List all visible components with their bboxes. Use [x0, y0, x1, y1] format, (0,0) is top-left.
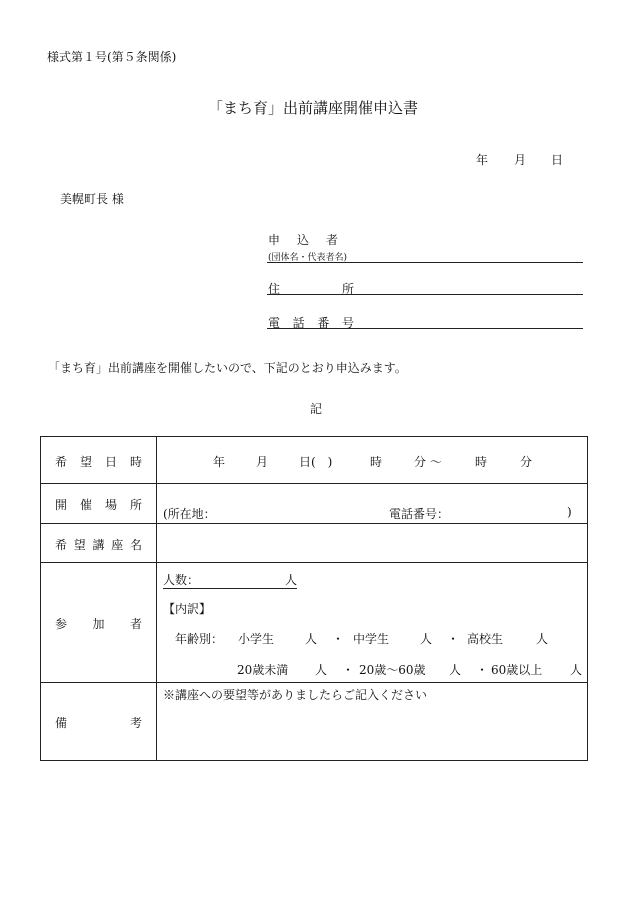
label-char: 考: [129, 716, 142, 730]
applicant-char: 者: [325, 233, 338, 247]
venue-location-label: (所在地：: [163, 507, 216, 521]
dt-hour-end: 時: [475, 455, 488, 469]
applicant-char: 込: [296, 233, 309, 247]
addressee: 美幌町長 様: [60, 192, 124, 206]
label-char: 座: [111, 538, 124, 552]
remarks-field[interactable]: [157, 683, 588, 761]
over-60-unit: 人: [570, 663, 583, 677]
separator: ・: [476, 663, 489, 677]
venue-phone-label: 電話番号：: [389, 507, 450, 521]
phone-char: 話: [292, 316, 305, 330]
label-char: 時: [129, 455, 142, 469]
participants-field[interactable]: [157, 563, 588, 683]
junior-high-unit: 人: [420, 632, 433, 646]
dt-hour: 時: [370, 455, 383, 469]
elementary-unit: 人: [305, 632, 318, 646]
label-char: 所: [129, 498, 142, 512]
date-day: 日: [551, 153, 564, 167]
age-20-60-unit: 人: [449, 663, 462, 677]
date-month: 月: [514, 153, 527, 167]
phone-line[interactable]: [267, 328, 583, 329]
table-row-course: [41, 524, 588, 563]
over-60-label: 60歳以上: [491, 663, 543, 677]
applicant-char: 申: [268, 233, 281, 247]
label-char: 日: [104, 455, 117, 469]
label-char: 希: [55, 455, 68, 469]
label-char: 講: [92, 538, 105, 552]
label-char: 望: [73, 538, 86, 552]
age-label: 年齢別：: [175, 632, 224, 646]
phone-char: 番: [317, 316, 330, 330]
form-number: 様式第１号(第５条関係): [47, 50, 177, 64]
remarks-note: ※講座への要望等がありましたらご記入ください: [163, 688, 428, 702]
label-char: 備: [55, 716, 68, 730]
label-course: [41, 524, 157, 563]
table-row-remarks: [41, 683, 588, 761]
separator: ・: [332, 632, 345, 646]
date-year: 年: [476, 153, 489, 167]
age-20-60-label: 20歳〜60歳: [359, 663, 426, 677]
count-label: 人数：: [163, 573, 200, 587]
ki-heading: 記: [310, 402, 323, 416]
count-unit: 人: [284, 573, 297, 587]
label-venue: [41, 484, 157, 524]
venue-field[interactable]: [157, 484, 588, 524]
applicant-label: [268, 231, 338, 248]
course-field[interactable]: [157, 524, 588, 563]
junior-high-label: 中学生: [353, 632, 390, 646]
dt-minute-end: 分: [520, 455, 533, 469]
label-char: 望: [79, 455, 92, 469]
intro-text: 「まち育」出前講座を開催したいので、下記のとおり申込みます。: [48, 361, 407, 375]
participant-count[interactable]: [163, 571, 297, 589]
dt-day: 日( ): [299, 455, 333, 469]
label-datetime: [41, 437, 157, 484]
table-row-venue: [41, 484, 588, 524]
dt-minute-to: 分 〜: [414, 455, 442, 469]
address-char: 所: [341, 282, 354, 296]
label-char: 者: [129, 617, 142, 631]
separator: ・: [342, 663, 355, 677]
page-title: 「まち育」出前講座開催申込書: [208, 99, 419, 117]
applicant-line[interactable]: [267, 262, 583, 263]
high-school-label: 高校生: [467, 632, 504, 646]
separator: ・: [447, 632, 460, 646]
label-char: 催: [79, 498, 92, 512]
label-char: 加: [92, 617, 105, 631]
table-row-participants: [41, 563, 588, 683]
label-remarks: [41, 683, 157, 761]
phone-char: 電: [268, 316, 281, 330]
label-char: 場: [104, 498, 117, 512]
address-line[interactable]: [267, 294, 583, 295]
dt-year: 年: [213, 455, 226, 469]
high-school-unit: 人: [536, 632, 549, 646]
venue-close-paren: ): [567, 505, 572, 519]
label-participants: [41, 563, 157, 683]
label-char: 希: [55, 538, 68, 552]
under-20-unit: 人: [315, 663, 328, 677]
label-char: 参: [55, 617, 68, 631]
elementary-label: 小学生: [238, 632, 275, 646]
breakdown-label: 【内訳】: [163, 602, 212, 616]
label-char: 開: [55, 498, 68, 512]
phone-char: 号: [341, 316, 354, 330]
label-char: 名: [129, 538, 142, 552]
address-char: 住: [268, 282, 281, 296]
application-table: [40, 436, 588, 761]
table-row-datetime: [41, 437, 588, 484]
applicant-sub-label: (団体名・代表者名): [268, 253, 348, 263]
datetime-field[interactable]: [157, 437, 588, 484]
under-20-label: 20歳未満: [237, 663, 289, 677]
dt-month: 月: [256, 455, 269, 469]
